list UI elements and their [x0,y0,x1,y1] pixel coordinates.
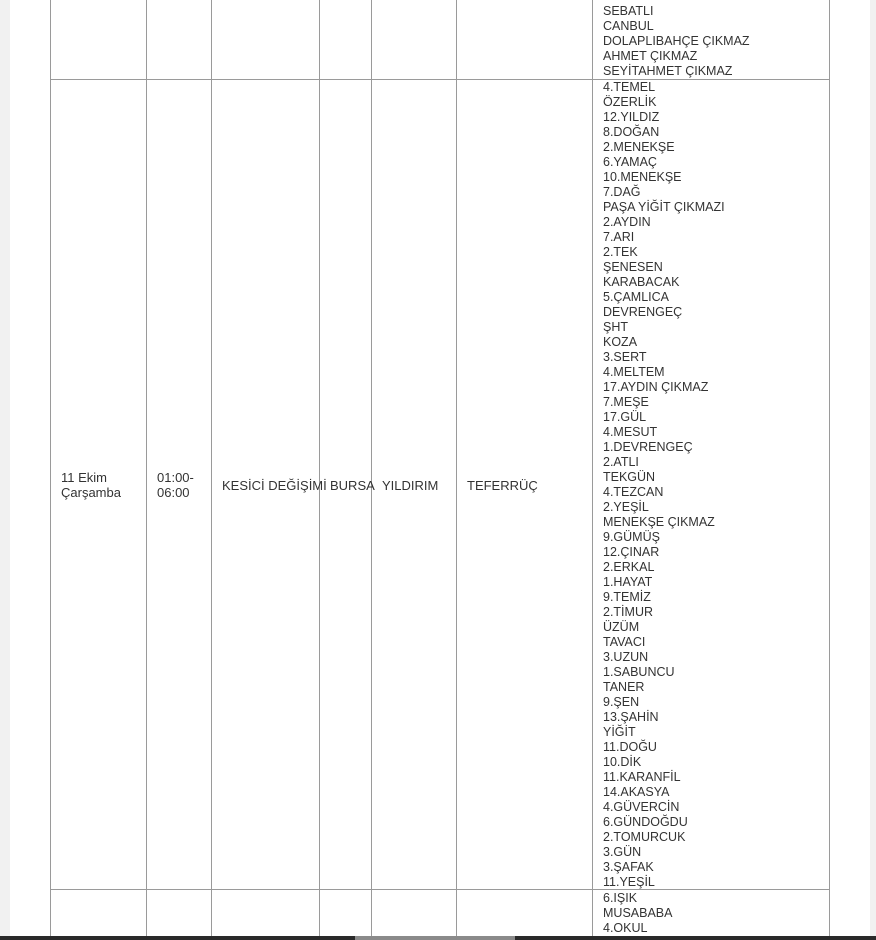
street-item: MENEKŞE ÇIKMAZ [603,515,715,529]
streets-cell-prev [603,4,750,79]
street-item: 9.TEMİZ [603,590,651,604]
street-item: 6.IŞIK [603,891,638,905]
street-item: 3.GÜN [603,845,642,859]
street-item: 2.ERKAL [603,560,655,574]
street-item: 1.SABUNCU [603,665,675,679]
street-item: MUSABABA [603,906,673,920]
street-item: 17.AYDIN ÇIKMAZ [603,380,709,394]
street-item: 2.TOMURCUK [603,830,686,844]
district-cell: YILDIRIM [382,478,439,493]
street-item: 13.ŞAHİN [603,710,659,724]
street-item: KARABACAK [603,275,680,289]
time-cell: 01:00-06:00 [157,470,194,500]
streets-cell-main [603,80,725,890]
street-item: 6.GÜNDOĞDU [603,815,688,829]
street-item: 17.GÜL [603,410,647,424]
horizontal-scrollbar-thumb[interactable] [355,936,515,940]
street-item: 12.YILDIZ [603,110,660,124]
street-item: ÖZERLİK [603,95,657,109]
street-item: ŞENESEN [603,260,663,274]
column-divider [592,0,593,936]
street-item: 2.TİMUR [603,605,653,619]
street-item: DEVRENGEÇ [603,305,683,319]
street-item: 1.HAYAT [603,575,653,589]
street-item: 4.MELTEM [603,365,665,379]
street-item: 3.ŞAFAK [603,860,654,874]
street-item: 2.AYDIN [603,215,651,229]
street-item: 2.YEŞİL [603,500,649,514]
street-item: 8.DOĞAN [603,125,660,139]
street-item: 7.MEŞE [603,395,649,409]
street-item: 5.ÇAMLICA [603,290,669,304]
city-cell: BURSA [330,478,375,493]
work-type-cell: KESİCİ DEĞİŞİMİ [222,478,327,493]
street-item: 3.UZUN [603,650,649,664]
street-item: 7.ARI [603,230,635,244]
street-item: 2.MENEKŞE [603,140,675,154]
table-border-right [829,0,830,936]
street-item: 11.YEŞİL [603,875,655,889]
column-divider [371,0,372,936]
street-item: 7.DAĞ [603,185,641,199]
column-divider [211,0,212,936]
column-divider [319,0,320,936]
street-item: 9.GÜMÜŞ [603,530,660,544]
street-item: 10.MENEKŞE [603,170,682,184]
street-item: ÜZÜM [603,620,640,634]
street-item: TAVACI [603,635,646,649]
street-item: 10.DİK [603,755,642,769]
street-item: 9.ŞEN [603,695,640,709]
street-item: 4.GÜVERCİN [603,800,680,814]
street-item: 4.OKUL [603,921,648,935]
street-item: DOLAPLIBAHÇE ÇIKMAZ [603,34,750,48]
street-item: TANER [603,680,645,694]
street-item: 12.ÇINAR [603,545,660,559]
street-item: 4.TEZCAN [603,485,664,499]
neighborhood-cell: TEFERRÜÇ [467,478,538,493]
street-item: SEBATLI [603,4,654,18]
street-item: 2.ATLI [603,455,639,469]
street-item: 11.KARANFİL [603,770,681,784]
column-divider [456,0,457,936]
street-item: TEKGÜN [603,470,656,484]
street-item: 3.SERT [603,350,647,364]
street-item: 6.YAMAÇ [603,155,657,169]
street-item: SEYİTAHMET ÇIKMAZ [603,64,733,78]
street-item: CANBUL [603,19,654,33]
street-item: ŞHT [603,320,628,334]
street-item: KOZA [603,335,638,349]
column-divider [146,0,147,936]
table-border-left [50,0,51,936]
street-item: 1.DEVRENGEÇ [603,440,693,454]
streets-cell-next [603,891,672,936]
street-item: YİĞİT [603,725,636,739]
date-cell: 11 Ekim Çarşamba [61,470,121,500]
street-item: 2.TEK [603,245,638,259]
street-item: PAŞA YİĞİT ÇIKMAZI [603,200,725,214]
street-item: 14.AKASYA [603,785,670,799]
street-item: 4.MESUT [603,425,658,439]
street-item: 11.DOĞU [603,740,657,754]
street-item: 4.TEMEL [603,80,656,94]
street-item: AHMET ÇIKMAZ [603,49,698,63]
